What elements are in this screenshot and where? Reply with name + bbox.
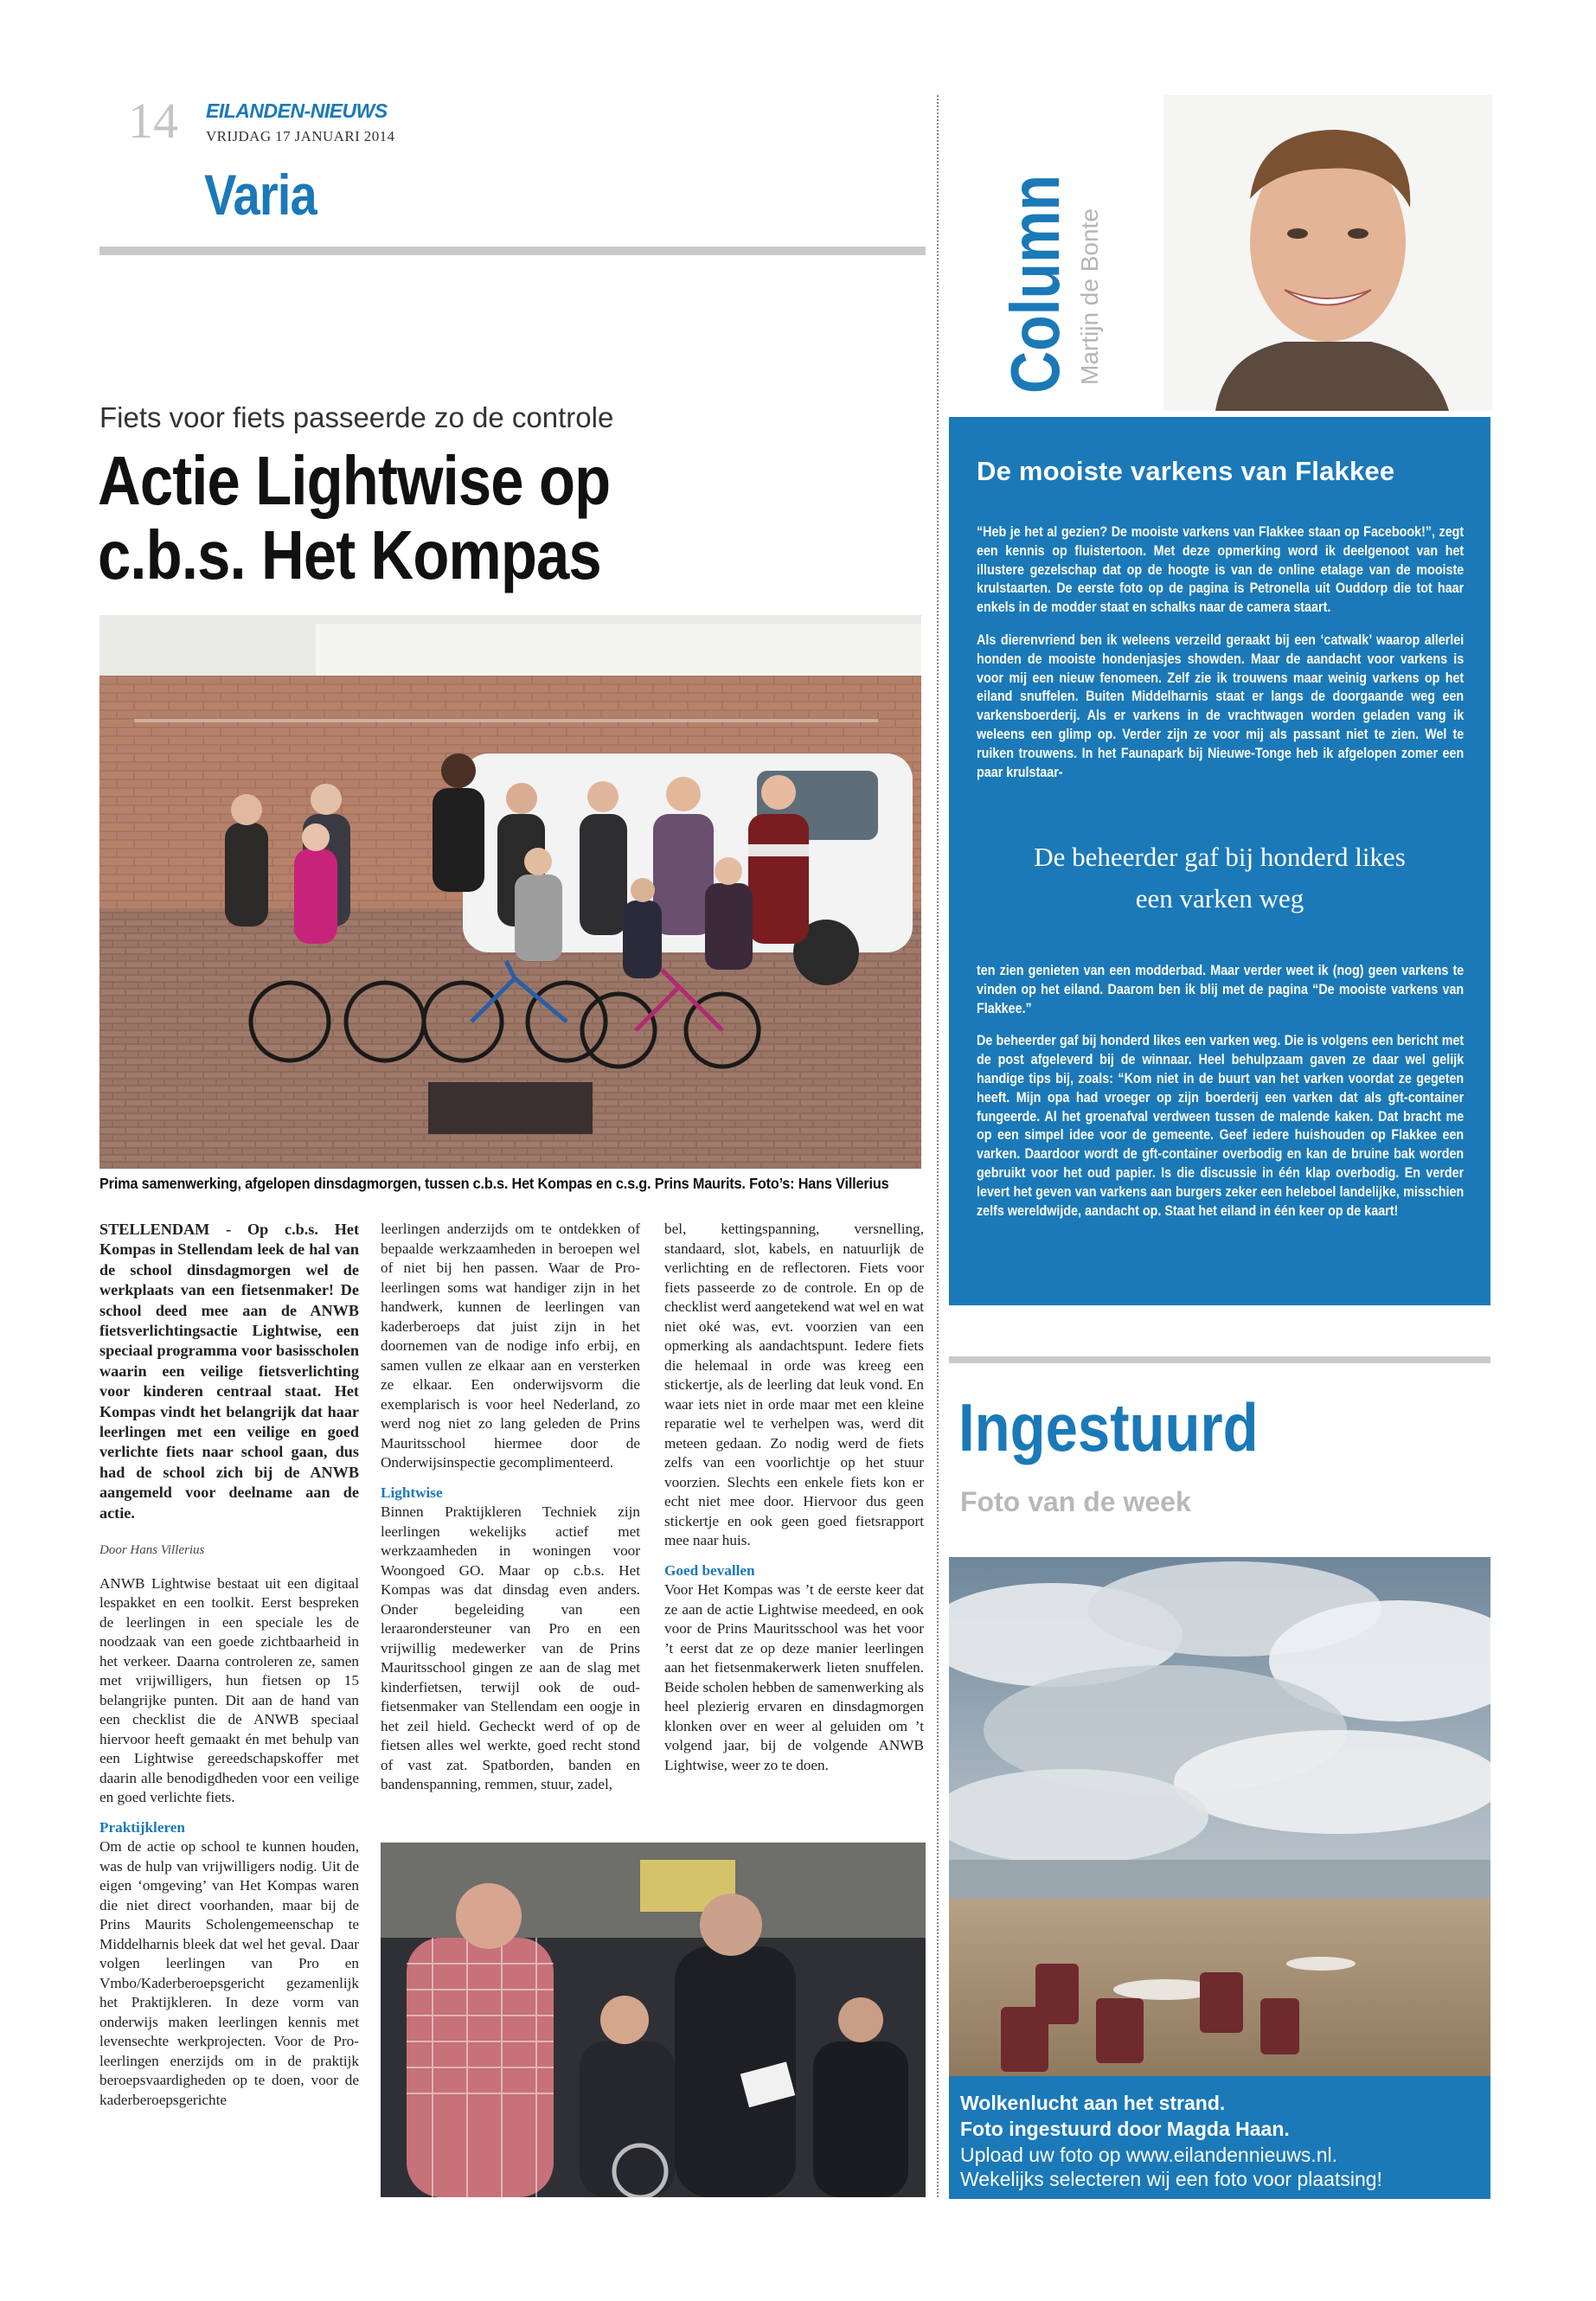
section-title: Varia [204,163,317,227]
photo-of-week-caption [949,2076,1490,2199]
column-paragraph: ten zien genieten van een modderbad. Maar verder weet ik (nog) geen varkens te vinden op het eiland. Daarom ben ik blij met de pagina “De mooiste varkens van Flakkee.” [977,963,1465,1016]
caption-line-2: Foto ingestuurd door Magda Haan. [960,2118,1290,2140]
author-portrait [1163,95,1492,411]
pull-quote-line-1: De beheerder gaf bij honderd likes [1034,842,1406,872]
pull-quote-line-2: een varken weg [1135,883,1304,913]
column-text-top [977,523,1464,796]
article-column-3 [664,1220,924,1775]
photo-of-week-label: Foto van de week [960,1486,1191,1517]
headline-line-1: Actie Lightwise op [98,442,611,519]
column-paragraph: De beheerder gaf bij honderd likes een varken weg. Die is volgens een bericht met de post afgeleverd bij de winnaar. Heel behulpzaam gaven ze daar wel gelijk handige tips bij, zoals: “Kom niet in de buurt van het varken voordat ze gegeten heeft. Mijn opa had vroeger op zijn boerderij een varken dat als gft-container fungeerde. Al het groenafval verdween tussen de malende kaken. Dat bracht me op een simpel idee voor de gemeente. Geef iedere huishouden op Flakkee een varken. Daardoor wordt de gft-container overbodig en kan de bruine bak worden gebruikt voor het oud papier. Is die discussie in één klap overbodig. En verder levert het geven van varkens aan burgers zeker een heleboel landelijke, misschien zelfs wereldwijde, aandacht op. Staat het eiland in één keer op de kaart! [977,1033,1465,1219]
column-paragraph: “Heb je het al gezien? De mooiste varkens van Flakkee staan op Facebook!”, zegt een kennis op fluistertoon. Met deze opmerking word ik deelgenoot van het illustere gezelschap dat op de hoogte is van de online etalage van de mooiste krulstaarten. De eerste foto op de pagina is Petronella uit Ouddorp die tot haar enkels in de modder staat en schalks naar de camera staart. [977,524,1465,616]
header-rule [99,247,926,255]
bicycle-repair-photo [381,1843,926,2197]
column-text-bottom [977,962,1464,1234]
caption-line-4: Wekelijks selecteren wij een foto voor plaatsing! [960,2168,1382,2190]
article-kicker: Fiets voor fiets passeerde zo de controle [99,401,614,433]
group-bicycles-illustration [99,615,921,1169]
article-subheading: Lightwise [381,1484,443,1501]
ingestuurd-title: Ingestuurd [958,1389,1259,1465]
column-pull-quote [949,836,1490,920]
main-photo-caption: Prima samenwerking, afgelopen dinsdagmorgen, tussen c.b.s. Het Kompas en c.s.g. Prins Maurits. Foto’s: Hans Villerius [99,1175,889,1192]
column-separator [937,95,939,2197]
article-lead: STELLENDAM - Op c.b.s. Het Kompas in Stellendam leek de hal van de school dinsdagmorgen wel de werkplaats van een fietsenmaker! De school deed mee aan de ANWB fietsverlichtingsactie Lightwise, een speciaal programma voor basisscholen waarin een veilige fietsverlichting voor kinderen centraal staat. Het Kompas vindt het belangrijk dat haar leerlingen met een veilige en goed verlichte fiets naar school gaan, dus had de school zich bij de ANWB aangemeld voor deelname aan de actie. [99,1221,359,1522]
article-paragraph: leerlingen anderzijds om te ontdekken of bepaalde werkzaamheden in beroepen wel of niet bij hen passen. Waar de Pro-leerlingen soms wat handiger zijn in het handwerk, kunnen de leerlingen van kaderberoeps dat juist zijn in het doornemen van de nodige info erbij, en samen vullen ze elkaar aan en versterken ze elkaar. Een onderwijsvorm die exemplarisch is voor heel Nederland, zo werd nog niet zo lang geleden de Prins Mauritsschool hiermee door de Onderwijsinspectie gecomplimenteerd. [381,1221,640,1471]
caption-line-1: Wolkenlucht aan het strand. [960,2092,1226,2114]
column-paragraph: Als dierenvriend ben ik weleens verzeild geraakt bij een ‘catwalk’ waarop allerlei honden de mooiste hondenjasjes showden. Maar de aandacht voor varkens is voor mij een nieuw fenomeen. Zelf zie ik trouwens maar weinig varkens op het eiland snuffelen. Buiten Middelharnis staat er langs de doorgaande weg een varkensboerderij. Als er varkens in de vrachtwagen worden geladen vang ik weleens een glimp op. Verder zijn ze voor mij als passant niet te zien. Wel te ruiken trouwens. In het Faunapark bij Nieuwe-Tonge heb ik afgelopen zomer een paar krulstaar- [977,631,1465,780]
article-column-2 [381,1220,640,1795]
ingestuurd-rule [949,1356,1490,1363]
article-paragraph: ANWB Lightwise bestaat uit een digitaal lespakket en een toolkit. Eerst bespreken de leerlingen in een speciale les de noodzaak van een goede zichtbaarheid in het verkeer. Daarna controleren ze, samen met vrijwilligers, hun fietsen op 15 belangrijke punten. Dit aan de hand van een checklist die de ANWB speciaal hiervoor heeft gemaakt én met behulp van een Lightwise gereedschapskoffer met daarin alle benodigdheden voor een veilige en goed verlichte fiets. [99,1574,359,1806]
article-headline [98,444,767,593]
article-paragraph: Voor Het Kompas was ’t de eerste keer dat ze aan de actie Lightwise meedeed, en ook voor de Prins Mauritsschool was het voor ’t eerst dat ze op deze manier leerlingen aan het fietsenmakerwerk lieten snuffelen. Beide scholen hebben de samenwerking als heel plezierig ervaren en dinsdagmorgen klonken over en weer al geluiden om ’t volgend jaar, bij de volgende ANWB Lightwise, weer zo te doen. [664,1581,924,1773]
issue-date: VRIJDAG 17 JANUARI 2014 [206,128,395,144]
masthead: EILANDEN-NIEUWS [206,99,388,122]
article-subheading: Praktijkleren [99,1818,185,1836]
author-portrait-illustration [1163,95,1492,411]
headline-line-2: c.b.s. Het Kompas [98,516,601,593]
caption-line-3: Upload uw foto op www.eilandennieuws.nl. [960,2144,1337,2166]
column-author: Martijn de Bonte [1076,208,1103,385]
beach-photo [949,1557,1490,2076]
article-paragraph: bel, kettingspanning, versnelling, standaard, slot, kabels, en natuurlijk de verlichting en de reflectoren. Fiets voor fiets passeerde zo de controle. En op de checklist werd aangetekend wat wel en wat niet oké was, evt. voorzien van een opmerking als aandachtspunt. Iedere fiets die helemaal in orde was kreeg een stickertje, als de leerling dat leuk vond. En waar iets niet in orde maar met een kleine reparatie wel te verhelpen was, werd dit meteen gedaan. Zo nodig werd de fiets zelfs van een voorlichtje op het stuur voorzien. Slechts een enkele fiets kon er echt niet mee door. Hiervoor dus geen stickertje en ook geen goed fietsrapport mee naar huis. [664,1221,924,1548]
page-number: 14 [128,93,178,149]
article-paragraph: Om de actie op school te kunnen houden, was de hulp van vrijwilligers nodig. Uit de eigen ‘omgeving’ van Het Kompas waren die niet direct voorhanden, maar bij de Prins Maurits Scholengemeenschap te Middelharnis bleek dat wel het geval. Daar volgen leerlingen van Pro en Vmbo/Kaderberoepsgericht gezamenlijk het Praktijkleren. In deze vorm van onderwijs maken leerlingen kennis met levensechte werkprojecten. Voor de Pro-leerlingen enerzijds om in de praktijk beroepsvaardigheden op te doen, voor de kaderberoepsgerichte [99,1838,359,2108]
column-label: Column [997,174,1074,394]
article-byline: Door Hans Villerius [99,1543,205,1558]
group-bicycles-photo [99,615,921,1169]
article-paragraph: Binnen Praktijkleren Techniek zijn leerlingen wekelijks actief met werkzaamheden in woningen voor Woongoed GO. Maar op c.b.s. Het Kompas was dat dinsdag even anders. Onder begeleiding van een leraarondersteuner van Pro en een vrijwillig medewerker van de Prins Mauritsschool gingen ze aan de slag met kinderfietsen, terwijl ook de oud-fietsenmaker van Stellendam een oogje in het zeil hield. Gecheckt werd of op de fietsen alles wel werkte, goed recht stond of vast zat. Spatborden, banden en bandenspanning, remmen, stuur, zadel, [381,1503,640,1792]
article-subheading: Goed bevallen [664,1561,755,1579]
beach-clouds-illustration [949,1557,1490,2076]
column-title: De mooiste varkens van Flakkee [977,456,1395,486]
column-box [949,417,1490,1305]
article-column-1 [99,1220,359,2110]
bicycle-repair-illustration [381,1843,926,2197]
